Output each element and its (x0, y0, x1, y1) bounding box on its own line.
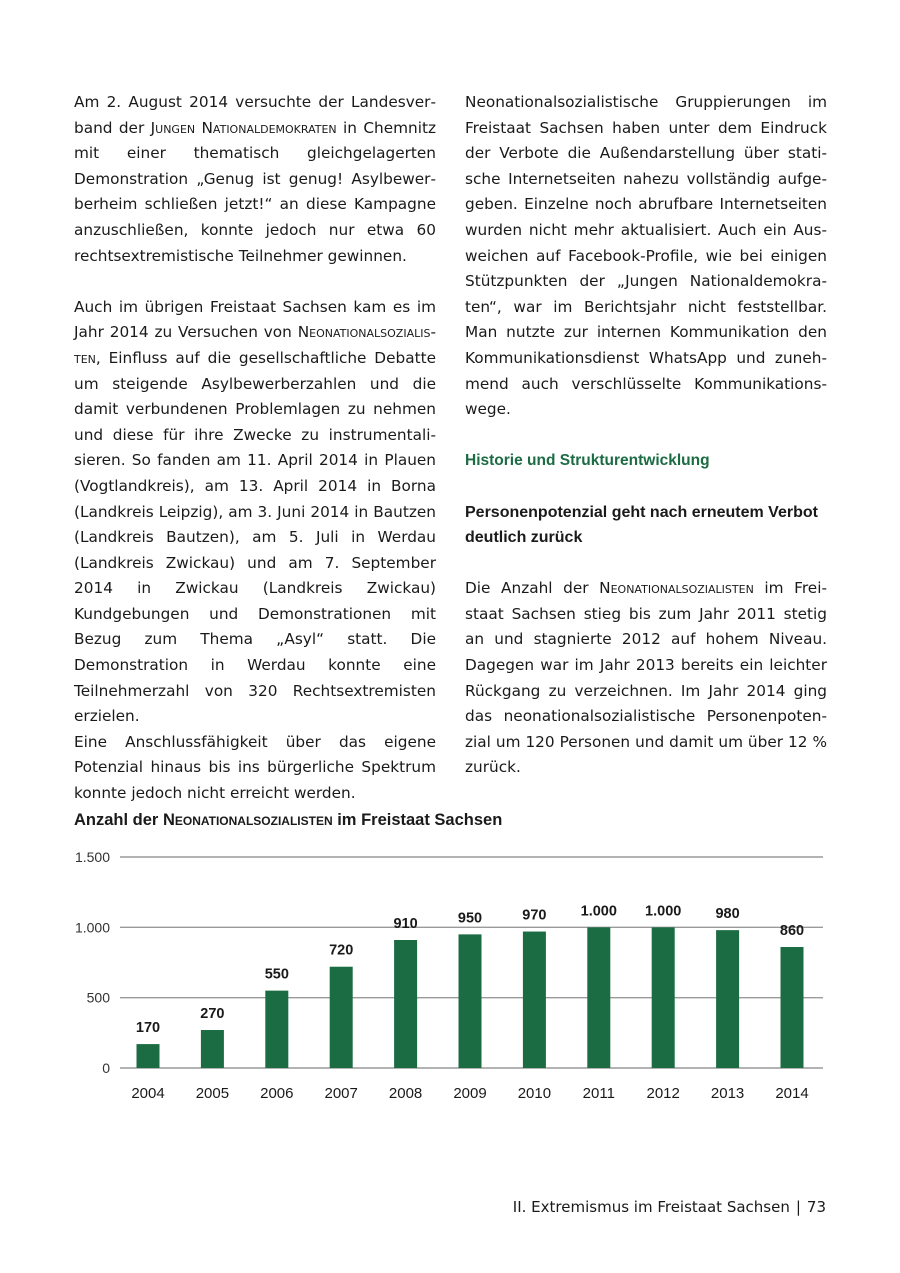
data-label: 910 (393, 915, 418, 932)
data-label: 980 (715, 906, 740, 923)
bar (781, 947, 804, 1068)
data-label: 270 (200, 1006, 225, 1023)
paragraph: Am 2. August 2014 versuchte der Landesverband der Jungen Nationaldemokraten in Chemnitz mit einer thematisch gleichgelagerten Demonstration „Genug ist genug! Asylbewerberheim schließen jetzt!“ an diese Kampagne anzuschließen, konnte jedoch nur etwa 60 rechtsextremistische Teilnehmer gewinnen. (74, 93, 436, 265)
footer-section: II. Extremismus im Freistaat Sachsen (512, 1198, 790, 1216)
x-tick-label: 2008 (388, 1085, 423, 1102)
data-label: 170 (135, 1020, 161, 1037)
x-tick-label: 2011 (582, 1085, 615, 1102)
y-tick-label: 0 (102, 1060, 110, 1076)
bar (587, 927, 610, 1068)
x-tick-label: 2014 (775, 1085, 809, 1102)
x-tick-label: 2006 (260, 1085, 294, 1102)
bar (137, 1044, 160, 1068)
org-name: Neonationalsozialisten (74, 323, 436, 367)
paragraph: Neonationalsozialistische Gruppierungen im Freistaat Sachsen haben unter dem Eindruck der Verbote die Außendarstellung über statische Internetseiten nahezu vollständig aufgegeben. Einzelne noch abrufbare Internetseiten wurden nicht mehr aktualisiert. Auch ein Ausweichen auf Facebook-Profile, wie bei einigen Stützpunkten der „Jungen Nationaldemokraten“, war im Berichtsjahr nicht feststellbar. Man nutzte zur internen Kommunikation den Kommunikationsdienst WhatsApp und zunehmend auch verschlüsselte Kommunikationswege. (465, 93, 827, 419)
right-column (465, 90, 827, 781)
x-tick-label: 2010 (517, 1085, 552, 1102)
subheading: Personenpotenzial geht nach erneutem Verbot deutlich zurück (465, 503, 818, 547)
data-label: 970 (522, 907, 547, 924)
page-footer: II. Extremismus im Freistaat Sachsen | 73 (512, 1198, 826, 1216)
paragraph: Die Anzahl der Neonationalsozialisten im Freistaat Sachsen stieg bis zum Jahr 2011 stetig an und stagnierte 2012 auf hohem Niveau. Dagegen war im Jahr 2013 bereits ein leichter Rückgang zu verzeichnen. Im Jahr 2014 ging das neonationalsozialistische Personenpotenzial um 120 Personen und damit um über 12 % zurück. (465, 579, 827, 777)
paragraph: Eine Anschlussfähigkeit über das eigene Potenzial hinaus bis ins bürgerliche Spektrum konnte jedoch nicht erreicht werden. (74, 732, 436, 803)
org-name: Jungen Nationaldemokraten (150, 118, 337, 137)
bar (201, 1030, 224, 1068)
bar (459, 934, 482, 1068)
y-tick-label: 500 (86, 989, 110, 1006)
chart-title: Anzahl der Neonationalsozialisten im Freistaat Sachsen (74, 811, 503, 829)
data-label: 1.000 (645, 903, 682, 920)
bar (265, 991, 288, 1068)
x-tick-label: 2007 (324, 1085, 358, 1102)
bar (394, 940, 417, 1068)
page-number: 73 (806, 1198, 826, 1216)
org-name: Neonationalsozialisten (599, 579, 754, 598)
bar (523, 932, 546, 1068)
x-tick-label: 2009 (453, 1085, 487, 1102)
y-tick-label: 1.500 (74, 849, 110, 865)
bar (330, 967, 353, 1068)
data-label: 1.000 (580, 903, 617, 920)
data-label: 860 (779, 923, 805, 940)
data-label: 720 (329, 942, 354, 959)
x-tick-label: 2005 (195, 1085, 230, 1102)
bar-chart (0, 840, 900, 1120)
x-tick-label: 2013 (710, 1085, 745, 1102)
y-tick-label: 1.000 (74, 919, 110, 936)
x-tick-label: 2004 (131, 1085, 165, 1102)
data-label: 550 (264, 966, 289, 983)
bar (652, 927, 675, 1068)
bar (716, 930, 739, 1068)
left-column (74, 90, 436, 807)
data-label: 950 (457, 910, 483, 927)
section-heading: Historie und Strukturentwicklung (465, 452, 710, 470)
x-tick-label: 2012 (646, 1085, 680, 1102)
paragraph: Auch im übrigen Freistaat Sachsen kam es im Jahr 2014 zu Versuchen von Neonationalsozialisten, Einfluss auf die gesellschaftliche Debatte um steigende Asylbewerberzahlen und die damit verbundenen Problemlagen zu nehmen und diese für ihre Zwecke zu instrumentalisieren. So fanden am 11. April 2014 in Plauen (Vogtlandkreis), am 13. April 2014 in Borna (Landkreis Leipzig), am 3. Juni 2014 in Bautzen (Landkreis Bautzen), am 5. Juli in Werdau (Landkreis Zwickau) und am 7. September 2014 in Zwickau (Landkreis Zwickau) Kundgebungen und Demonstrationen mit Bezug zum Thema „Asyl“ statt. Die Demonstration in Werdau konnte eine Teilnehmerzahl von 320 Rechtsextremisten erzielen. (74, 297, 436, 726)
